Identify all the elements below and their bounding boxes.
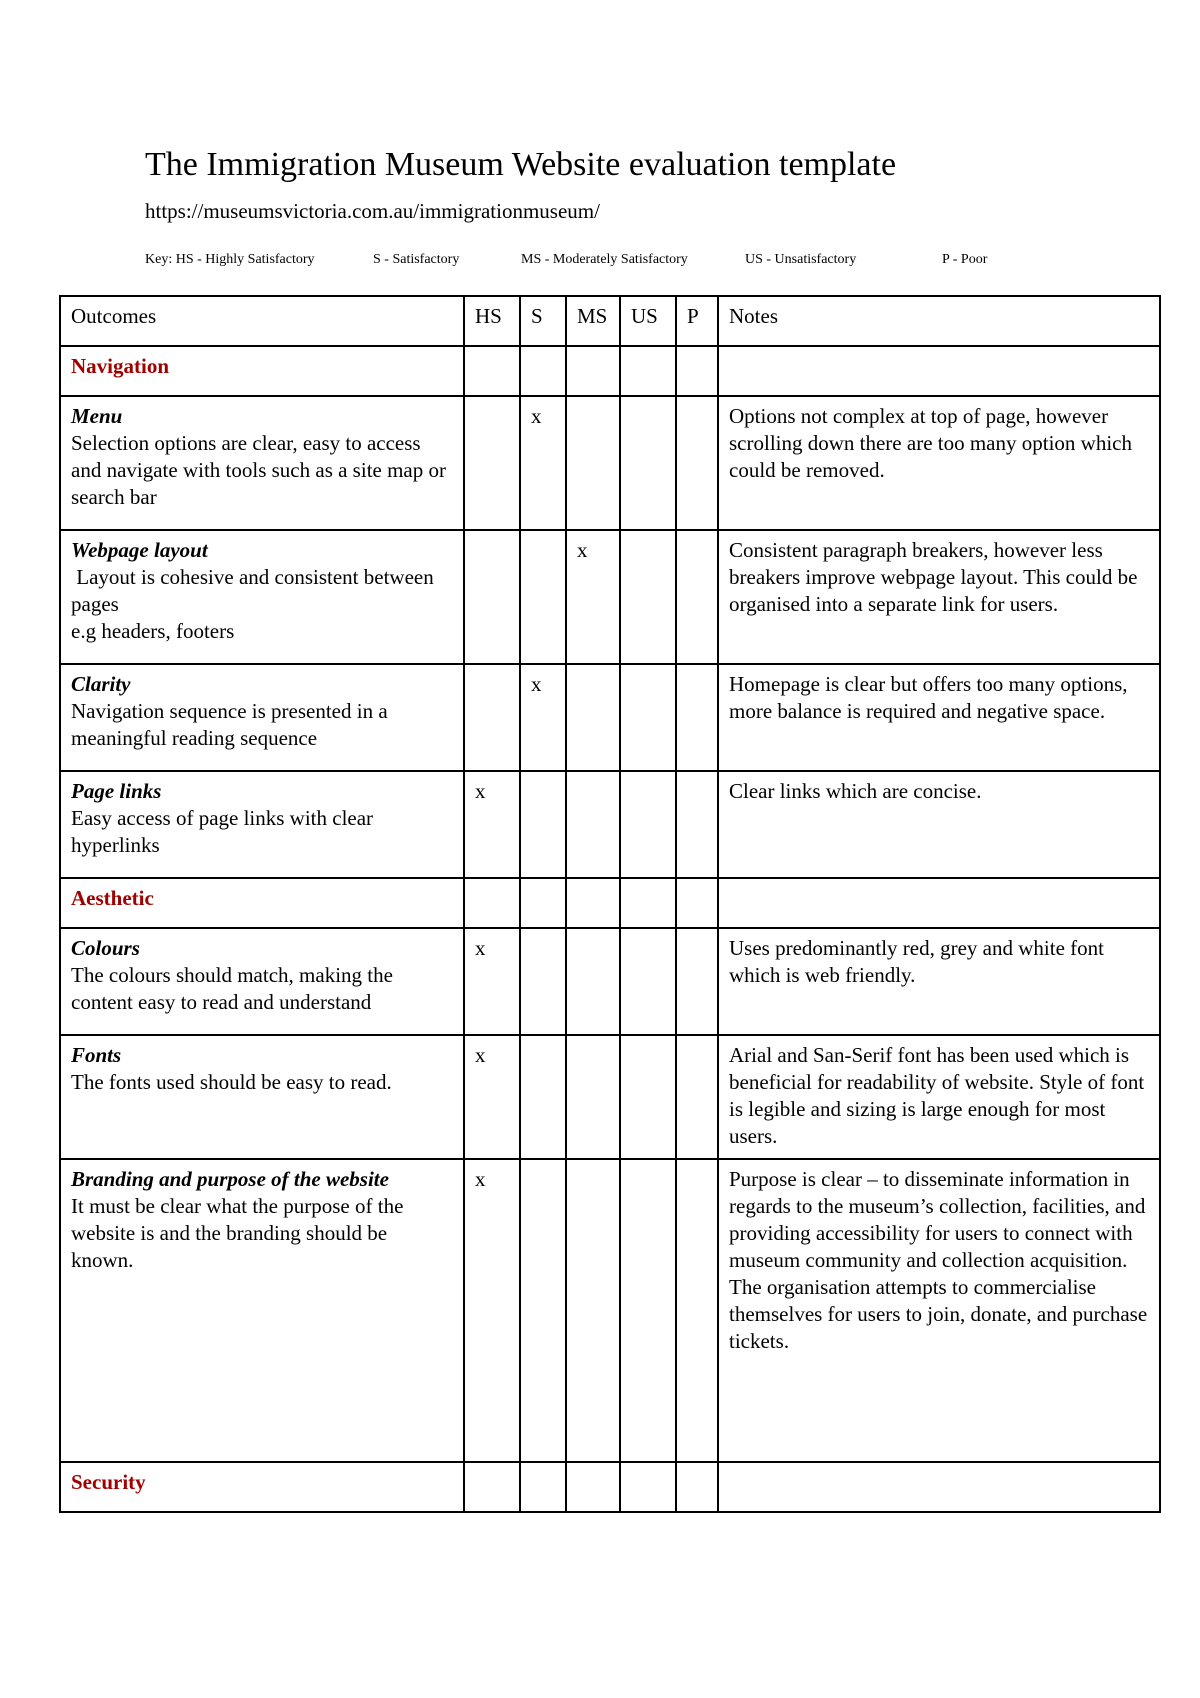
- section-row-aesthetic: [60, 878, 1160, 928]
- table-row-clarity: [60, 664, 1160, 771]
- rating-mark-hs: x: [464, 771, 520, 878]
- website-url: https://museumsvictoria.com.au/immigrationmuseum/: [145, 199, 600, 223]
- section-row-security: [60, 1462, 1160, 1512]
- criterion-cell: [60, 530, 464, 664]
- rating-mark-ms: x: [566, 530, 620, 664]
- header-outcomes: Outcomes: [60, 296, 464, 346]
- evaluation-table: [59, 295, 1161, 1513]
- table-header-row: [60, 296, 1160, 346]
- note-cell: Uses predominantly red, grey and white font which is web friendly.: [718, 928, 1160, 1035]
- criterion-cell: [60, 1159, 464, 1462]
- key-hs: Key: HS - Highly Satisfactory: [145, 252, 315, 267]
- rating-mark-hs: x: [464, 1035, 520, 1159]
- header-us: US: [620, 296, 676, 346]
- table-row-branding: [60, 1159, 1160, 1462]
- header-ms: MS: [566, 296, 620, 346]
- criterion-title: Menu: [71, 404, 123, 428]
- rating-mark-s: x: [520, 664, 566, 771]
- section-title-security: Security: [60, 1462, 464, 1512]
- header-p: P: [676, 296, 718, 346]
- criterion-title: Page links: [71, 779, 162, 803]
- section-title-aesthetic: Aesthetic: [60, 878, 464, 928]
- criterion-description: Navigation sequence is presented in a meaningful reading sequence: [71, 699, 393, 750]
- table-row-page-links: [60, 771, 1160, 878]
- criterion-cell: [60, 664, 464, 771]
- criterion-cell: [60, 928, 464, 1035]
- table-row-webpage-layout: [60, 530, 1160, 664]
- criterion-title: Fonts: [71, 1043, 122, 1067]
- criterion-title: Webpage layout: [71, 538, 208, 562]
- section-row-navigation: [60, 346, 1160, 396]
- header-s: S: [520, 296, 566, 346]
- note-cell: Homepage is clear but offers too many options, more balance is required and negative space.: [718, 664, 1160, 771]
- criterion-cell: [60, 771, 464, 878]
- table-row-menu: [60, 396, 1160, 530]
- criterion-title: Branding and purpose of the website: [71, 1167, 389, 1191]
- criterion-title: Clarity: [71, 672, 131, 696]
- criterion-description: Layout is cohesive and consistent between pages e.g headers, footers: [71, 565, 434, 643]
- note-cell: Consistent paragraph breakers, however less breakers improve webpage layout. This could be organised into a separate link for users.: [718, 530, 1160, 664]
- criterion-description: Selection options are clear, easy to access and navigate with tools such as a site map or search bar: [71, 431, 452, 509]
- note-cell: Options not complex at top of page, however scrolling down there are too many option which could be removed.: [718, 396, 1160, 530]
- key-us: US - Unsatisfactory: [745, 252, 857, 267]
- note-cell: Purpose is clear – to disseminate information in regards to the museum’s collection, facilities, and providing accessibility for users to connect with museum community and collection acquisition. The organisation attempts to commercialise themselves for users to join, donate, and purchase tickets.: [718, 1159, 1160, 1462]
- criterion-description: The fonts used should be easy to read.: [71, 1070, 392, 1094]
- note-cell: Clear links which are concise.: [718, 771, 1160, 878]
- criterion-description: Easy access of page links with clear hyperlinks: [71, 806, 379, 857]
- rating-key: [145, 250, 1145, 270]
- key-p: P - Poor: [942, 252, 988, 267]
- table-row-colours: [60, 928, 1160, 1035]
- table-row-fonts: [60, 1035, 1160, 1159]
- criterion-title: Colours: [71, 936, 140, 960]
- section-title-navigation: Navigation: [60, 346, 464, 396]
- criterion-description: The colours should match, making the content easy to read and understand: [71, 963, 399, 1014]
- key-s: S - Satisfactory: [373, 252, 460, 267]
- note-cell: Arial and San-Serif font has been used which is beneficial for readability of website. Style of font is legible and sizing is large enough for most users.: [718, 1035, 1160, 1159]
- document-title: The Immigration Museum Website evaluation template: [145, 146, 897, 183]
- rating-mark-s: x: [520, 396, 566, 530]
- rating-mark-hs: x: [464, 928, 520, 1035]
- key-ms: MS - Moderately Satisfactory: [521, 252, 688, 267]
- header-notes: Notes: [718, 296, 1160, 346]
- rating-mark-hs: x: [464, 1159, 520, 1462]
- criterion-cell: [60, 1035, 464, 1159]
- header-hs: HS: [464, 296, 520, 346]
- criterion-description: It must be clear what the purpose of the website is and the branding should be known.: [71, 1194, 409, 1272]
- criterion-cell: [60, 396, 464, 530]
